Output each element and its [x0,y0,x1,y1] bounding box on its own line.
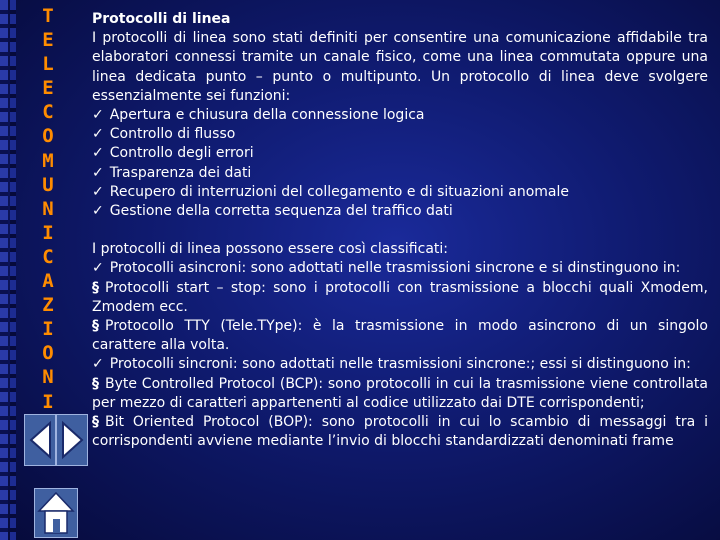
section-bullet-icon: § [92,375,99,392]
async-item [92,317,708,355]
sync-item [92,375,708,413]
left-decorative-band-inner [10,0,16,540]
side-title-letter: A [42,270,54,293]
home-icon [35,489,77,537]
async-header-text: Protocolli asincroni: sono adottati nelle trasmissioni sincrone e si dinstinguono in: [109,260,681,277]
side-title-letter: N [42,197,54,220]
back-button[interactable] [24,414,56,466]
section-bullet-icon: § [92,414,99,431]
check-icon: ✓ [92,164,104,181]
function-text: Recupero di interruzioni del collegamento e di situazioni anomale [109,183,569,200]
sync-item [92,413,708,451]
function-text: Controllo di flusso [109,126,236,143]
function-item [92,106,708,125]
check-icon: ✓ [92,183,104,200]
sync-item-text: Bit Oriented Protocol (BOP): sono protocolli in cui lo scambio di messaggi tra i corrispondenti avviene mediante l’invio di blocchi standardizzati denominati frame [92,414,708,450]
check-icon: ✓ [92,356,104,373]
side-title-letter: I [42,221,54,244]
triangle-right-icon [57,415,87,465]
side-title-letter: C [42,101,54,124]
triangle-left-icon [25,415,55,465]
check-icon: ✓ [92,126,104,143]
section-bullet-icon: § [92,318,99,335]
side-title [30,4,66,414]
classification-intro: I protocolli di linea possono essere così classificati: [92,241,448,258]
sync-item-text: Byte Controlled Protocol (BCP): sono protocolli in cui la trasmissione viene controllata per mezzo di caratteri appartenenti al codice utilizzato dai DTE corrispondenti; [92,375,708,411]
function-text: Trasparenza dei dati [109,164,252,181]
side-title-letter: O [42,342,54,365]
function-text: Apertura e chiusura della connessione logica [109,107,425,124]
function-item [92,125,708,144]
side-title-letter: O [42,125,54,148]
async-item-text: Protocollo TTY (Tele.TYpe): è la trasmissione in modo asincrono di un singolo carattere alla volta. [92,318,708,354]
side-title-letter: C [42,245,54,268]
function-text: Gestione della corretta sequenza del traffico dati [109,203,453,220]
function-item [92,144,708,163]
check-icon: ✓ [92,203,104,220]
side-title-letter: T [42,5,54,27]
side-title-letter: L [42,53,54,76]
check-icon: ✓ [92,107,104,124]
intro-paragraph: I protocolli di linea sono stati definiti per consentire una comunicazione affidabile tra elaboratori connessi tramite un canale fisico, come una linea commutata oppure una linea dedicata punto – punto o multipunto. Un protocollo di linea deve svolgere essenzialmente sei funzioni: [92,30,708,104]
home-button[interactable] [34,488,78,538]
async-header [92,259,708,278]
async-item [92,279,708,317]
function-item [92,183,708,202]
side-title-letter: M [42,149,54,172]
forward-button[interactable] [56,414,88,466]
check-icon: ✓ [92,260,104,277]
side-title-letter: I [42,318,54,341]
section-bullet-icon: § [92,279,99,296]
function-item [92,202,708,221]
left-decorative-band [0,0,8,540]
side-title-letter: I [42,390,54,413]
navigation-buttons [22,412,86,540]
side-title-letter: E [42,29,54,52]
slide-content [92,10,708,451]
paragraph-gap [92,221,708,240]
async-item-text: Protocolli start – stop: sono i protocolli con trasmissione a blocchi quali Xmodem, Zmodem ecc. [92,279,708,315]
slide-title: Protocolli di linea [92,11,231,27]
side-title-letter: U [42,173,54,196]
side-title-letter: N [42,366,54,389]
function-text: Controllo degli errori [109,145,254,162]
function-item [92,164,708,183]
check-icon: ✓ [92,145,104,162]
side-title-letter: E [42,77,54,100]
sync-header-text: Protocolli sincroni: sono adottati nelle trasmissioni sincrone:; essi si distinguono in: [109,356,691,373]
sync-header [92,355,708,374]
side-title-letter: Z [42,294,54,317]
